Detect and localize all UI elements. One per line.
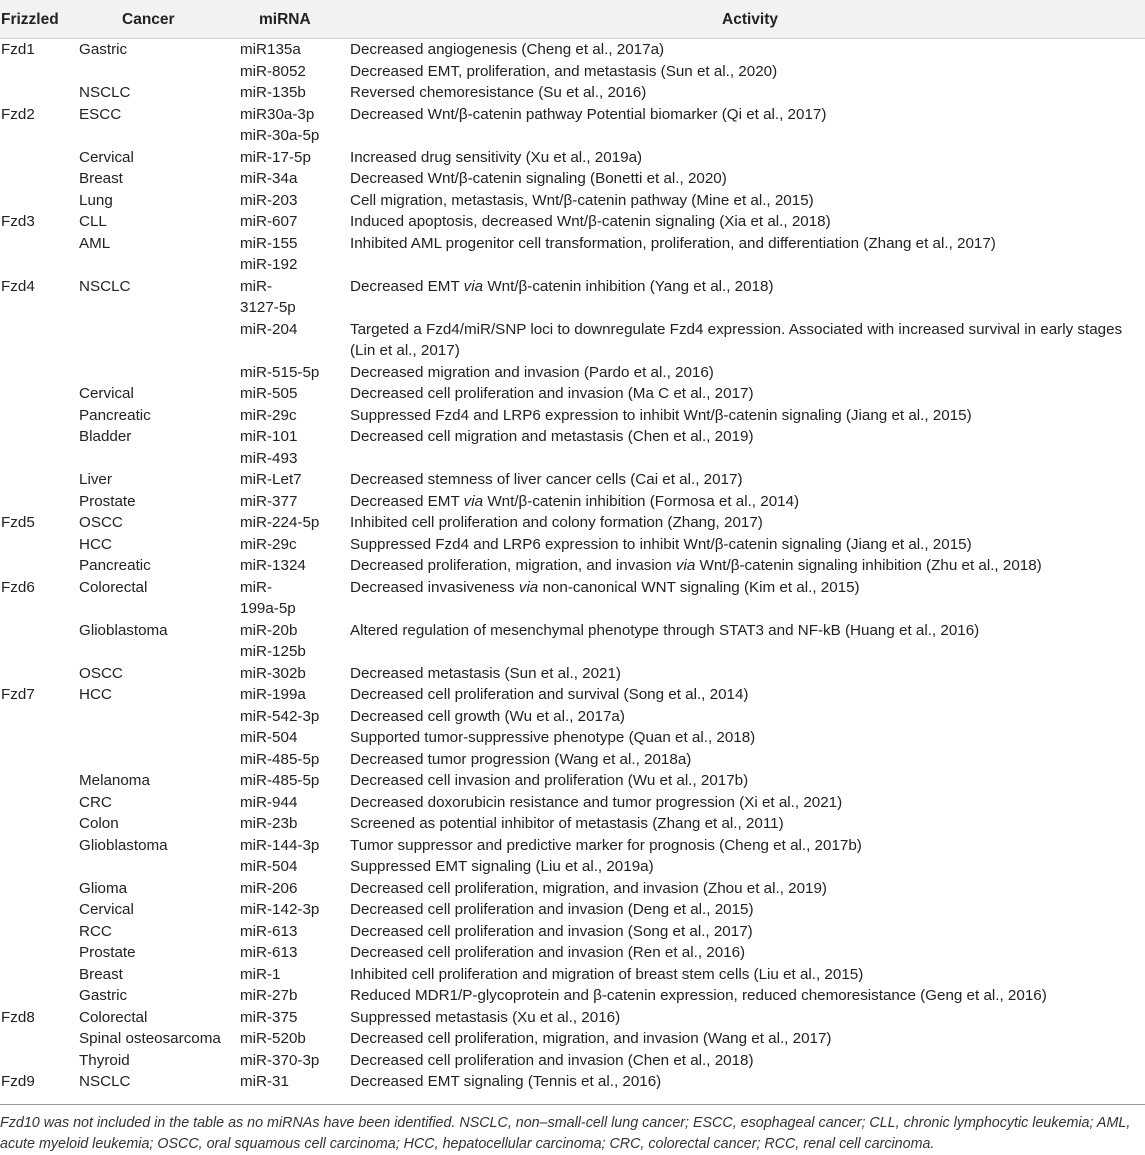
- cell-mirna: miR-485-5p: [240, 772, 320, 789]
- table-row: [0, 663, 1145, 685]
- cell-cancer: Liver: [79, 471, 112, 488]
- cell-mirna: miR-224-5p: [240, 514, 320, 531]
- cell-cancer: Spinal osteosarcoma: [79, 1030, 221, 1047]
- cell-cancer: Thyroid: [79, 1051, 130, 1069]
- cell-activity: Decreased tumor progression (Wang et al., 2018a): [350, 750, 692, 768]
- cell-frizzled: Fzd4: [1, 277, 35, 295]
- cell-mirna: miR-505: [240, 385, 298, 402]
- cell-mirna: miR-485-5p: [240, 750, 320, 768]
- cell-mirna: miR-30a-5p: [240, 127, 320, 144]
- table-row: [0, 813, 1145, 835]
- table-row: [0, 276, 1145, 298]
- cell-mirna: miR-1324: [240, 557, 306, 574]
- table-row: [0, 835, 1145, 857]
- cell-activity: Altered regulation of mesenchymal phenotype through STAT3 and NF-kB (Huang et al., 2016): [350, 621, 980, 639]
- table-row: [0, 555, 1145, 577]
- cell-mirna: miR-302b: [240, 664, 306, 682]
- cell-mirna: miR-199a: [240, 686, 306, 703]
- cell-mirna: miR-144-3p: [240, 836, 320, 854]
- cell-mirna: miR-493: [240, 449, 298, 467]
- cell-mirna: miR135a: [240, 41, 301, 58]
- table-row: [0, 577, 1145, 599]
- table-row: [0, 491, 1145, 513]
- table-row: [0, 297, 1145, 319]
- table-row: [0, 448, 1145, 470]
- cell-mirna: miR-607: [240, 213, 298, 230]
- cell-frizzled: Fzd9: [1, 1073, 35, 1090]
- cell-cancer: HCC: [79, 686, 112, 703]
- header-frizzled: Frizzled: [1, 11, 59, 28]
- header-activity: Activity: [722, 11, 778, 28]
- cell-activity: Induced apoptosis, decreased Wnt/β-catenin signaling (Xia et al., 2018): [350, 213, 831, 230]
- cell-cancer: NSCLC: [79, 277, 131, 295]
- cell-activity: Decreased EMT, proliferation, and metastasis (Sun et al., 2020): [350, 62, 778, 80]
- cell-cancer: Bladder: [79, 428, 132, 445]
- cell-mirna: miR-204: [240, 320, 298, 338]
- table-row: [0, 469, 1145, 491]
- table-row: [0, 319, 1145, 359]
- cell-activity: Decreased cell proliferation and invasion (Deng et al., 2015): [350, 901, 754, 918]
- cell-activity: Decreased migration and invasion (Pardo et al., 2016): [350, 363, 714, 381]
- table-row: [0, 770, 1145, 792]
- table-row: [0, 211, 1145, 233]
- cell-mirna: 199a-5p: [240, 600, 296, 617]
- cell-cancer: Breast: [79, 170, 123, 187]
- table-row: [0, 1050, 1145, 1072]
- table-row: [0, 82, 1145, 104]
- cell-mirna: miR-: [240, 578, 273, 596]
- cell-cancer: NSCLC: [79, 84, 131, 101]
- cell-activity: Targeted a Fzd4/miR/SNP loci to downregulate Fzd4 expression. Associated with increased survival in early stages (Lin et al., 2017): [350, 320, 1123, 359]
- cell-mirna: miR-125b: [240, 643, 306, 660]
- table-row: [0, 1028, 1145, 1050]
- cell-cancer: Melanoma: [79, 772, 150, 789]
- cell-activity: Decreased cell proliferation and invasion (Song et al., 2017): [350, 922, 753, 940]
- table-row: [0, 405, 1145, 427]
- cell-mirna: miR-31: [240, 1073, 289, 1090]
- table-row: [0, 598, 1145, 620]
- header-mirna: miRNA: [259, 11, 311, 28]
- table-row: [0, 512, 1145, 534]
- cell-activity: Inhibited cell proliferation and colony formation (Zhang, 2017): [350, 514, 763, 531]
- cell-activity: Reversed chemoresistance (Su et al., 2016): [350, 84, 647, 101]
- cell-cancer: Pancreatic: [79, 557, 151, 574]
- cell-activity: Decreased Wnt/β-catenin pathway Potential biomarker (Qi et al., 2017): [350, 105, 827, 123]
- cell-cancer: Cervical: [79, 148, 134, 166]
- header-cancer: Cancer: [122, 11, 175, 28]
- cell-frizzled: Fzd6: [1, 578, 35, 596]
- cell-mirna: miR-155: [240, 234, 298, 252]
- cell-cancer: Pancreatic: [79, 406, 151, 424]
- table-row: [0, 147, 1145, 169]
- cell-activity: Decreased cell proliferation and invasion (Ren et al., 2016): [350, 944, 746, 961]
- cell-mirna: miR-515-5p: [240, 363, 320, 381]
- table-row: [0, 383, 1145, 405]
- cell-cancer: Colorectal: [79, 578, 148, 596]
- table-row: [0, 104, 1145, 126]
- cell-activity: Decreased doxorubicin resistance and tumor progression (Xi et al., 2021): [350, 793, 843, 811]
- cell-mirna: miR-Let7: [240, 471, 302, 488]
- table-row: [0, 1007, 1145, 1029]
- table-header: [0, 0, 1145, 39]
- cell-activity: Cell migration, metastasis, Wnt/β-catenin pathway (Mine et al., 2015): [350, 191, 814, 209]
- table-row: [0, 340, 1145, 362]
- cell-mirna: miR-27b: [240, 987, 298, 1004]
- cell-cancer: AML: [79, 234, 111, 252]
- cell-activity: Screened as potential inhibitor of metastasis (Zhang et al., 2011): [350, 815, 784, 832]
- cell-cancer: RCC: [79, 922, 112, 940]
- cell-cancer: Breast: [79, 965, 123, 983]
- cell-activity: Decreased cell proliferation, migration, and invasion (Zhou et al., 2019): [350, 879, 827, 897]
- cell-mirna: miR-135b: [240, 84, 306, 101]
- cell-cancer: NSCLC: [79, 1073, 131, 1090]
- cell-mirna: miR-34a: [240, 170, 298, 187]
- cell-mirna: miR-: [240, 277, 273, 295]
- cell-mirna: miR-142-3p: [240, 901, 320, 918]
- cell-activity: Decreased cell proliferation and invasion (Chen et al., 2018): [350, 1051, 754, 1069]
- cell-cancer: OSCC: [79, 664, 123, 682]
- table-row: [0, 899, 1145, 921]
- table-row: [0, 534, 1145, 556]
- cell-frizzled: Fzd2: [1, 105, 35, 123]
- cell-activity: Decreased angiogenesis (Cheng et al., 2017a): [350, 41, 665, 58]
- cell-mirna: miR-192: [240, 256, 298, 273]
- table-row: [0, 727, 1145, 749]
- cell-cancer: Gastric: [79, 987, 128, 1004]
- cell-activity: Decreased Wnt/β-catenin signaling (Bonetti et al., 2020): [350, 170, 727, 187]
- cell-cancer: Cervical: [79, 385, 134, 402]
- cell-mirna: miR-17-5p: [240, 148, 311, 166]
- cell-mirna: miR-206: [240, 879, 298, 897]
- cell-activity: Decreased EMT via Wnt/β-catenin inhibition (Formosa et al., 2014): [350, 492, 800, 510]
- table-row: [0, 168, 1145, 190]
- table-body: [0, 39, 1145, 1093]
- cell-activity: Suppressed EMT signaling (Liu et al., 2019a): [350, 858, 654, 875]
- table-row: [0, 233, 1145, 255]
- table-row: [0, 856, 1145, 878]
- cell-activity: Decreased cell proliferation, migration, and invasion (Wang et al., 2017): [350, 1030, 832, 1047]
- cell-activity: Decreased invasiveness via non-canonical WNT signaling (Kim et al., 2015): [350, 578, 860, 596]
- cell-frizzled: Fzd1: [1, 41, 35, 58]
- cell-mirna: miR-370-3p: [240, 1051, 320, 1069]
- table-row: [0, 426, 1145, 448]
- cell-cancer: HCC: [79, 535, 112, 553]
- cell-cancer: Prostate: [79, 492, 136, 510]
- cell-activity: Suppressed Fzd4 and LRP6 expression to inhibit Wnt/β-catenin signaling (Jiang et al., 2015): [350, 406, 972, 424]
- table-row: [0, 1071, 1145, 1093]
- cell-mirna: miR-20b: [240, 621, 298, 639]
- table-row: [0, 39, 1145, 61]
- cell-cancer: Cervical: [79, 901, 134, 918]
- table-row: [0, 878, 1145, 900]
- cell-activity: Tumor suppressor and predictive marker for prognosis (Cheng et al., 2017b): [350, 836, 862, 854]
- cell-mirna: miR-29c: [240, 406, 297, 424]
- cell-mirna: miR-613: [240, 922, 298, 940]
- cell-cancer: Colorectal: [79, 1008, 148, 1026]
- cell-activity: Inhibited cell proliferation and migration of breast stem cells (Liu et al., 2015): [350, 965, 864, 983]
- table-row: [0, 641, 1145, 663]
- table-footnote: Fzd10 was not included in the table as no miRNAs have been identified. NSCLC, non–small-cell lung cancer; ESCC, esophageal cancer; CLL, chronic lymphocytic leukemia; AML, acute myeloid leukemia; OSCC, oral squamous cell carcinoma; HCC, hepatocellular carcinoma; CRC, colorectal cancer; RCC, renal cell carcinoma.: [0, 1115, 1131, 1152]
- cell-activity: Increased drug sensitivity (Xu et al., 2019a): [350, 148, 643, 166]
- cell-mirna: miR-8052: [240, 62, 306, 80]
- cell-activity: Inhibited AML progenitor cell transformation, proliferation, and differentiation (Zhang et al., 2017): [350, 234, 996, 252]
- table-row: [0, 985, 1145, 1007]
- cell-mirna: miR-23b: [240, 815, 298, 832]
- cell-activity: Decreased metastasis (Sun et al., 2021): [350, 664, 621, 682]
- cell-cancer: Lung: [79, 191, 113, 209]
- cell-activity: Suppressed metastasis (Xu et al., 2016): [350, 1008, 621, 1026]
- table-row: [0, 964, 1145, 986]
- cell-cancer: Colon: [79, 815, 119, 832]
- cell-cancer: CRC: [79, 793, 112, 811]
- cell-mirna: miR-944: [240, 793, 298, 811]
- table-row: [0, 190, 1145, 212]
- cell-mirna: miR-375: [240, 1008, 298, 1026]
- cell-activity: Decreased cell proliferation and invasion (Ma C et al., 2017): [350, 385, 754, 402]
- table-row: [0, 620, 1145, 642]
- cell-mirna: miR-542-3p: [240, 707, 320, 725]
- cell-mirna: miR-504: [240, 858, 298, 875]
- cell-activity: Decreased stemness of liver cancer cells (Cai et al., 2017): [350, 471, 743, 488]
- cell-activity: Decreased proliferation, migration, and invasion via Wnt/β-catenin signaling inhibition (Zhu et al., 2018): [350, 557, 1042, 574]
- table-row: [0, 706, 1145, 728]
- cell-mirna: miR-520b: [240, 1030, 306, 1047]
- cell-cancer: CLL: [79, 213, 107, 230]
- cell-mirna: miR-504: [240, 729, 298, 746]
- cell-frizzled: Fzd8: [1, 1008, 35, 1026]
- table-row: [0, 921, 1145, 943]
- cell-mirna: miR-613: [240, 944, 298, 961]
- table-row: [0, 749, 1145, 771]
- cell-cancer: OSCC: [79, 514, 123, 531]
- cell-cancer: Glioma: [79, 879, 128, 897]
- cell-mirna: miR30a-3p: [240, 105, 315, 123]
- table-row: [0, 254, 1145, 276]
- cell-mirna: miR-203: [240, 191, 298, 209]
- cell-frizzled: Fzd3: [1, 213, 35, 230]
- cell-activity: Decreased cell invasion and proliferation (Wu et al., 2017b): [350, 772, 749, 789]
- table-row: [0, 792, 1145, 814]
- cell-activity: Decreased EMT signaling (Tennis et al., 2016): [350, 1073, 662, 1090]
- cell-mirna: miR-1: [240, 965, 281, 983]
- table-bottom-rule: [0, 1104, 1145, 1105]
- cell-frizzled: Fzd7: [1, 686, 35, 703]
- cell-activity: Decreased cell migration and metastasis (Chen et al., 2019): [350, 428, 754, 445]
- table-row: [0, 61, 1145, 83]
- cell-cancer: Glioblastoma: [79, 836, 168, 854]
- cell-cancer: Glioblastoma: [79, 621, 168, 639]
- cell-activity: Decreased cell proliferation and survival (Song et al., 2014): [350, 686, 749, 703]
- cell-frizzled: Fzd5: [1, 514, 35, 531]
- table-row: [0, 942, 1145, 964]
- cell-activity: Decreased cell growth (Wu et al., 2017a): [350, 707, 625, 725]
- cell-mirna: 3127-5p: [240, 299, 296, 316]
- cell-activity: Suppressed Fzd4 and LRP6 expression to inhibit Wnt/β-catenin signaling (Jiang et al., 2015): [350, 535, 972, 553]
- cell-cancer: ESCC: [79, 105, 122, 123]
- cell-cancer: Gastric: [79, 41, 128, 58]
- cell-activity: Reduced MDR1/P-glycoprotein and β-catenin expression, reduced chemoresistance (Geng et al., 2016): [350, 987, 1047, 1004]
- cell-cancer: Prostate: [79, 944, 136, 961]
- cell-activity: Decreased EMT via Wnt/β-catenin inhibition (Yang et al., 2018): [350, 277, 774, 295]
- cell-mirna: miR-377: [240, 492, 298, 510]
- cell-mirna: miR-29c: [240, 535, 297, 553]
- cell-mirna: miR-101: [240, 428, 298, 445]
- table-row: [0, 684, 1145, 706]
- table-row: [0, 125, 1145, 147]
- cell-activity: Supported tumor-suppressive phenotype (Quan et al., 2018): [350, 729, 756, 746]
- table-row: [0, 362, 1145, 384]
